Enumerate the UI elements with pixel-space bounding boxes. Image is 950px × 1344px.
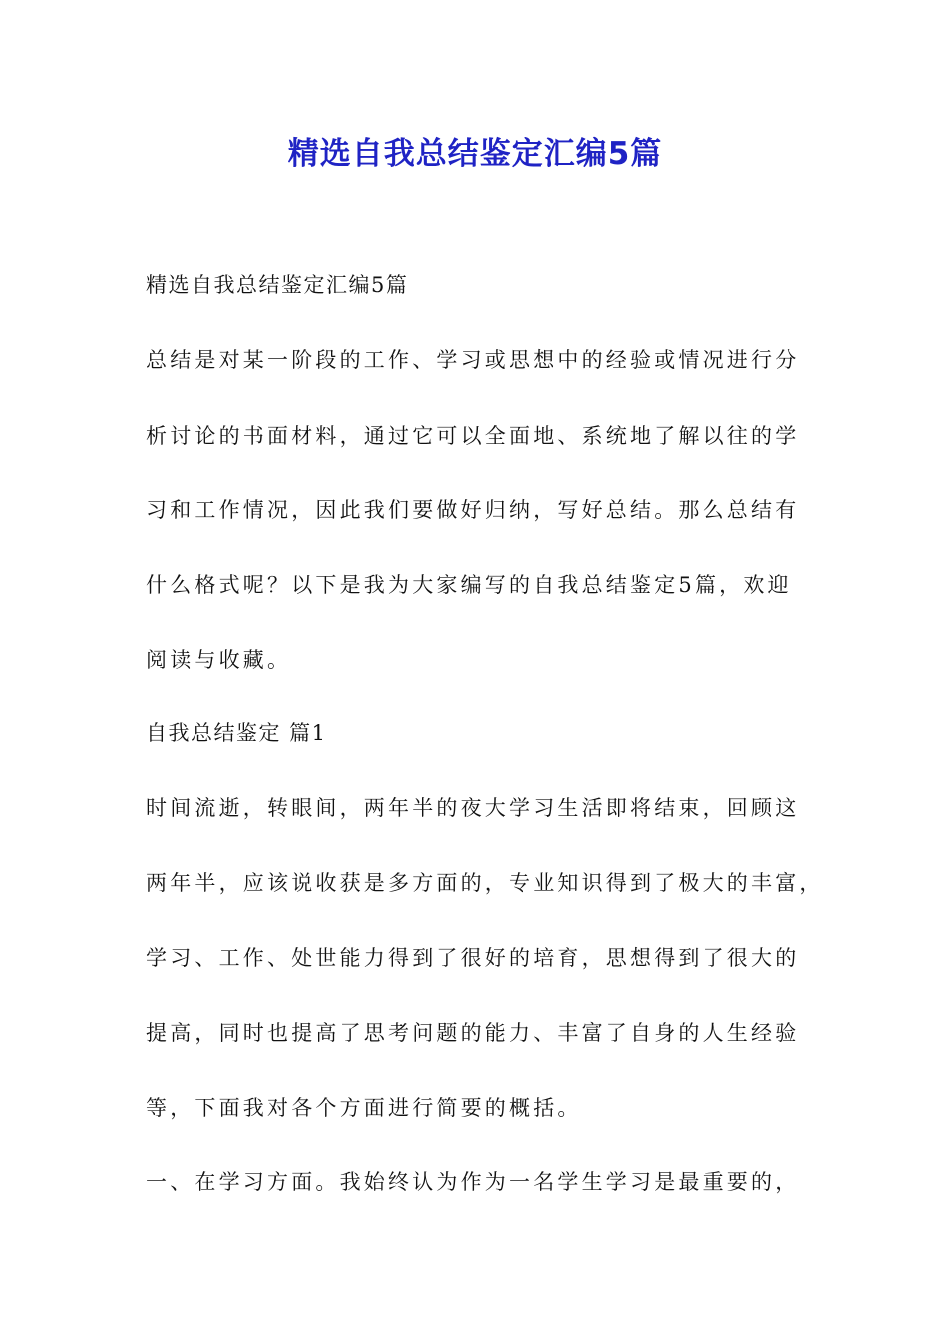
paragraph-line: 什么格式呢？以下是我为大家编写的自我总结鉴定5篇，欢迎 xyxy=(146,573,792,597)
document-title: 精选自我总结鉴定汇编5篇 xyxy=(287,136,663,172)
paragraph-line: 阅读与收藏。 xyxy=(146,648,292,672)
paragraph-line: 等，下面我对各个方面进行简要的概括。 xyxy=(146,1096,582,1120)
paragraph-line: 一、在学习方面。我始终认为作为一名学生学习是最重要的， xyxy=(146,1170,800,1194)
paragraph-line: 两年半，应该说收获是多方面的，专业知识得到了极大的丰富， xyxy=(146,871,824,895)
paragraph-line: 习和工作情况，因此我们要做好归纳，写好总结。那么总结有 xyxy=(146,498,800,522)
paragraph-line: 提高，同时也提高了思考问题的能力、丰富了自身的人生经验 xyxy=(146,1021,800,1045)
section-heading: 自我总结鉴定 篇1 xyxy=(146,721,327,745)
paragraph-line: 析讨论的书面材料，通过它可以全面地、系统地了解以往的学 xyxy=(146,424,800,448)
subtitle-line: 精选自我总结鉴定汇编5篇 xyxy=(146,273,409,297)
paragraph-line: 总结是对某一阶段的工作、学习或思想中的经验或情况进行分 xyxy=(146,348,800,372)
paragraph-line: 时间流逝，转眼间，两年半的夜大学习生活即将结束，回顾这 xyxy=(146,796,800,820)
paragraph-line: 学习、工作、处世能力得到了很好的培育，思想得到了很大的 xyxy=(146,946,800,970)
